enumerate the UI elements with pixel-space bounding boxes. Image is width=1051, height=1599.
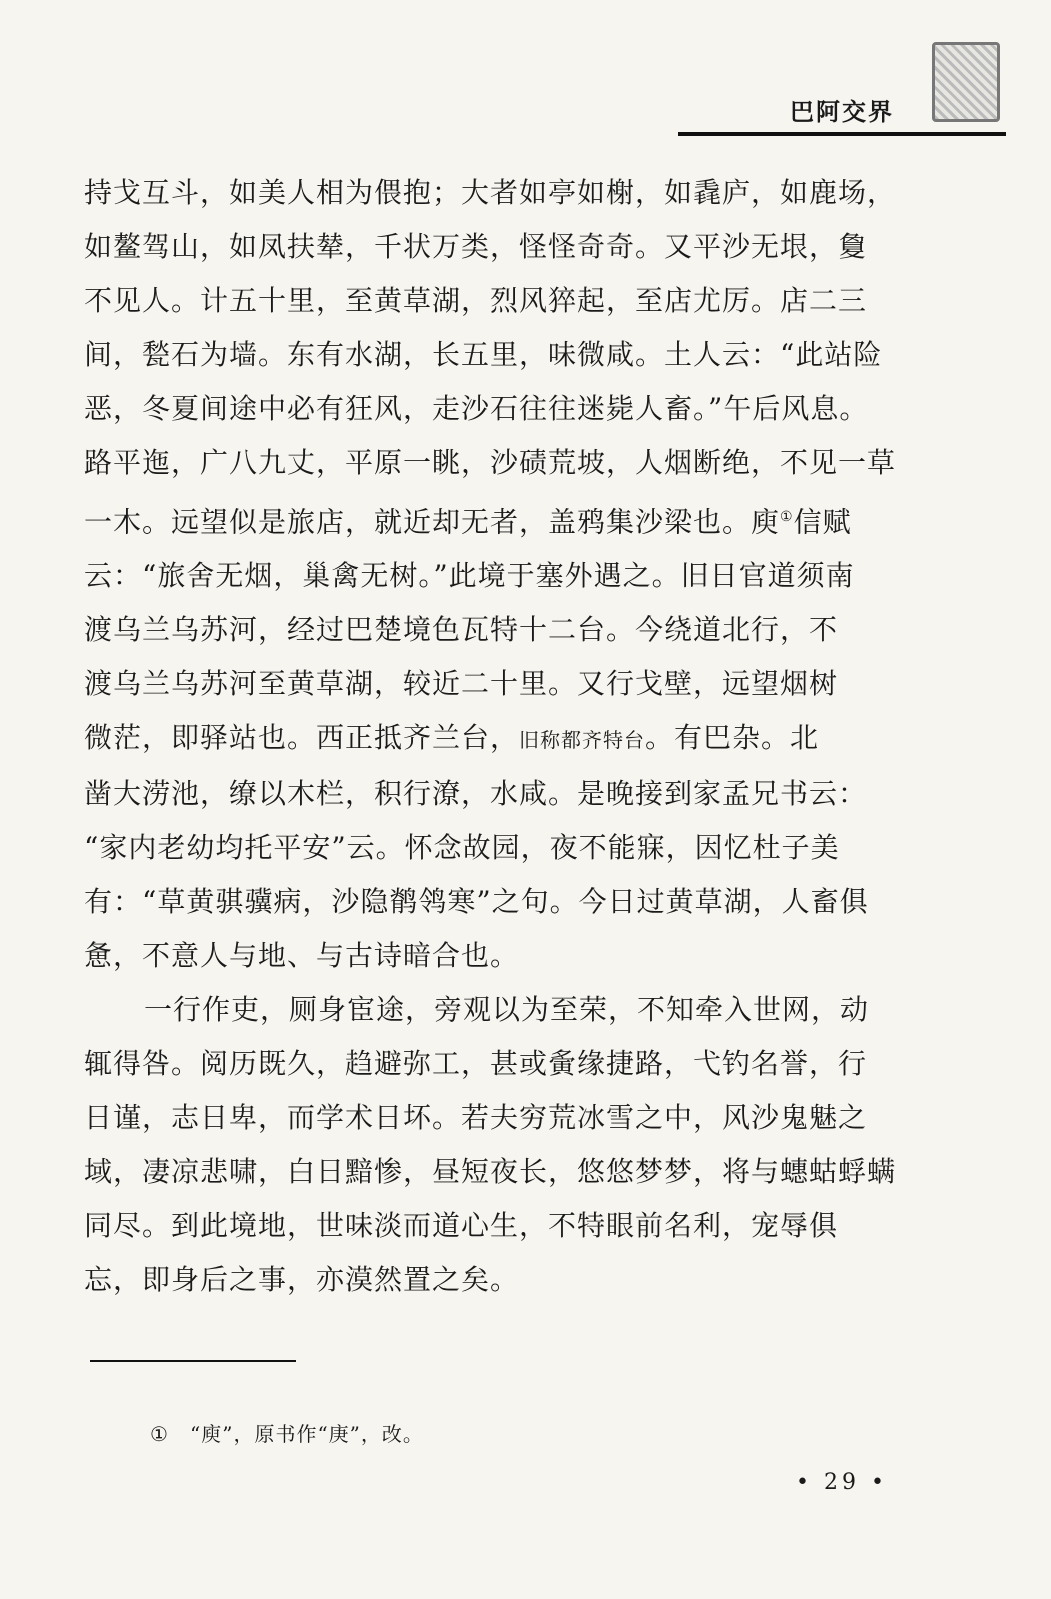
header-rule: [678, 132, 1006, 136]
running-header-title: 巴阿交界: [790, 98, 894, 126]
text-line: 有：“草黄骐骥病，沙隐鹡鸰寒”之句。今日过黄草湖，人畜俱: [84, 885, 869, 919]
text-line: [84, 490, 914, 549]
text-segment: 微茫，即驿站也。西正抵齐兰台，: [84, 721, 520, 755]
text-line: 持戈互斗，如美人相为偎抱；大者如亭如榭，如毳庐，如鹿场，: [84, 176, 897, 209]
text-line: 如鳌驾山，如凤扶辇，千状万类，怪怪奇奇。又平沙无垠，敻: [84, 230, 868, 263]
main-text: [84, 166, 914, 1307]
text-line: 惫，不意人与地、与古诗暗合也。: [84, 939, 520, 973]
text-line: 云：“旅舍无烟，巢禽无树。”此境于塞外遇之。旧日官道须南: [84, 559, 855, 593]
text-line: 一行作吏，厕身宦途，旁观以为至荣，不知牵入世网，动: [144, 993, 870, 1027]
text-line: 同尽。到此境地，世味淡而道心生，不特眼前名利，宠辱俱: [84, 1209, 839, 1243]
text-line: 凿大涝池，缭以木栏，积行潦，水咸。是晚接到家孟兄书云：: [84, 777, 868, 811]
footnote-text: “庾”，原书作“庚”，改。: [190, 1422, 424, 1446]
text-line: “家内老幼均托平安”云。怀念故园，夜不能寐，因忆杜子美: [84, 831, 840, 865]
footnote: [150, 1418, 424, 1447]
inline-note: 旧称都齐特台: [519, 728, 646, 753]
text-line: 恶，冬夏间途中必有狂风，走沙石往往迷毙人畜。”午后风息。: [84, 392, 869, 425]
text-line: 不见人。计五十里，至黄草湖，烈风猝起，至店尤厉。店二三: [84, 284, 868, 317]
text-segment: 。有巴杂。北: [645, 721, 820, 755]
text-line: [84, 711, 914, 767]
footnote-ref: ①: [780, 509, 794, 525]
footnote-rule: [90, 1360, 296, 1362]
text-line: 路平迤，广八九丈，平原一眺，沙碛荒坡，人烟断绝，不见一草: [84, 446, 897, 479]
text-line: 渡乌兰乌苏河至黄草湖，较近二十里。又行戈壁，远望烟树: [84, 667, 839, 701]
seal-stamp-icon: [932, 42, 1000, 122]
text-line: 辄得咎。阅历既久，趋避弥工，甚或夤缘捷路，弋钓名誉，行: [84, 1047, 868, 1081]
text-segment: 信赋: [793, 505, 852, 539]
page-number: • 29 •: [796, 1470, 888, 1495]
footnote-marker: ①: [150, 1422, 169, 1446]
text-line: 忘，即身后之事，亦漠然置之矣。: [84, 1263, 520, 1297]
text-segment: 一木。远望似是旅店，就近却无者，盖鸦集沙梁也。庾: [84, 505, 781, 539]
text-line: 日谨，志日卑，而学术日坏。若夫穷荒冰雪之中，风沙鬼魅之: [84, 1101, 868, 1135]
text-line: 域，凄凉悲啸，白日黯惨，昼短夜长，悠悠梦梦，将与蟪蛄蜉螨: [84, 1155, 897, 1189]
text-line: 渡乌兰乌苏河，经过巴楚境色瓦特十二台。今绕道北行，不: [84, 613, 839, 647]
text-line: 间，甃石为墙。东有水湖，长五里，味微咸。土人云：“此站险: [84, 338, 883, 371]
